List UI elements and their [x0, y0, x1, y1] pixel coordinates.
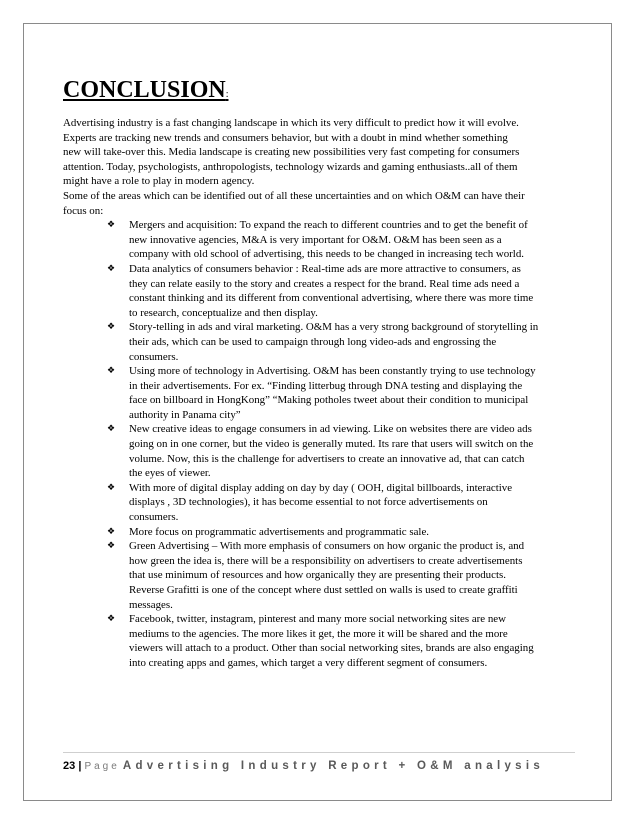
footer-divider	[63, 752, 575, 753]
bullet-line: Facebook, twitter, instagram, pinterest and many more social networking sites are new	[129, 613, 506, 626]
diamond-bullet-icon: ❖	[107, 322, 116, 333]
bullet-line: messages.	[129, 598, 173, 611]
page-word: Page	[84, 761, 120, 772]
bullet-line: new innovative agencies, M&A is very important for O&M. O&M has been seen as a	[129, 233, 502, 246]
bullet-list	[63, 218, 575, 670]
bullet-line: consumers.	[129, 511, 179, 524]
diamond-bullet-icon: ❖	[107, 366, 116, 377]
bullet-item	[105, 525, 575, 540]
diamond-bullet-icon: ❖	[107, 482, 116, 493]
diamond-bullet-icon: ❖	[107, 263, 116, 274]
bullet-line: consumers.	[129, 350, 179, 363]
bullet-line: More focus on programmatic advertisements and programmatic sale.	[129, 525, 429, 538]
bullet-line: volume. Now, this is the challenge for advertisers to create an innovative ad, that can catch	[129, 452, 525, 465]
bullet-line: Story-telling in ads and viral marketing. O&M has a very strong background of storytelling in	[129, 321, 539, 334]
bullet-line: going on in one corner, but the video is generally muted. Its rare that users will switch on the	[129, 438, 534, 451]
bullet-item	[105, 364, 575, 422]
bullet-line: Reverse Grafitti is one of the concept where dust settled on walls is used to create graffiti	[129, 584, 518, 596]
bullet-line: that use minimum of resources and how organically they are presenting their products.	[129, 569, 506, 582]
bullet-item	[105, 422, 575, 480]
bullet-line: displays , 3D technologies), it has become essential to not force advertisements on	[129, 496, 488, 509]
bullet-line: into creating apps and games, which target a very different segment of consumers.	[129, 656, 488, 669]
intro-line: Some of the areas which can be identified out of all these uncertainties and on which O&M can have their	[63, 189, 525, 202]
intro-line: Experts are tracking new trends and consumers behavior, but with a doubt in mind whether something	[63, 131, 508, 144]
bullet-line: Data analytics of consumers behavior : Real-time ads are more attractive to consumers, as	[129, 262, 521, 275]
bullet-line: viewers will attach to a product. Other than social networking sites, brands are also engaging	[129, 642, 534, 655]
bullet-line: the eyes of viewer.	[129, 467, 211, 480]
bullet-line: to research, conceptualize and then display.	[129, 306, 318, 319]
bullet-line: Using more of technology in Advertising. O&M has been constantly trying to use technology	[129, 365, 536, 378]
intro-line: might have a role to play in modern agency.	[63, 175, 255, 188]
title-colon: :	[225, 89, 229, 100]
footer-separator: |	[78, 760, 82, 772]
title-text: CONCLUSION	[63, 77, 226, 103]
bullet-line: authority in Panama city”	[129, 408, 241, 421]
bullet-line: Mergers and acquisition: To expand the reach to different countries and to get the benefit of	[129, 219, 528, 232]
intro-line: new will take-over this. Media landscape is creating new possibilities very fast competing for consumers	[63, 146, 520, 159]
intro-paragraph	[63, 116, 575, 218]
page-number: 23	[63, 760, 76, 772]
bullet-line: With more of digital display adding on day by day ( OOH, digital billboards, interactive	[129, 481, 513, 494]
bullet-line: how green the idea is, there will be a responsibility on advertisers to create advertisements	[129, 554, 523, 567]
bullet-item	[105, 262, 575, 320]
diamond-bullet-icon: ❖	[107, 541, 116, 552]
bullet-line: Green Advertising – With more emphasis of consumers on how organic the product is, and	[129, 540, 525, 553]
bullet-item	[105, 481, 575, 525]
diamond-bullet-icon: ❖	[107, 424, 116, 435]
bullet-line: their ads, which can be used to campaign through long video-ads and engrossing the	[129, 335, 497, 348]
bullet-line: constant thinking and its different from conventional advertising, where there was more time	[129, 292, 534, 305]
bullet-item	[105, 320, 575, 364]
bullet-item	[105, 218, 575, 262]
page-title	[63, 75, 575, 110]
page-footer	[63, 759, 544, 774]
footer-title: Advertising Industry Report + O&M analysis	[122, 760, 545, 772]
intro-line: Advertising industry is a fast changing landscape in which its very difficult to predict how it will evolve.	[63, 117, 519, 129]
bullet-line: they can relate easily to the story and creates a respect for the brand. Real time ads need a	[129, 277, 520, 290]
bullet-item	[105, 539, 575, 612]
intro-line: focus on:	[63, 204, 104, 217]
intro-line: attention. Today, psychologists, anthropologists, technology wizards and gaming enthusiasts..all of them	[63, 160, 518, 173]
diamond-bullet-icon: ❖	[107, 526, 116, 537]
bullet-line: New creative ideas to engage consumers in ad viewing. Like on websites there are video ads	[129, 423, 532, 436]
diamond-bullet-icon: ❖	[107, 220, 116, 231]
diamond-bullet-icon: ❖	[107, 614, 116, 625]
bullet-item	[105, 612, 575, 670]
bullet-line: in their advertisements. For ex. “Finding litterbug through DNA testing and displaying the	[129, 379, 523, 392]
document-body	[63, 75, 575, 671]
bullet-line: company with old school of advertising, this needs to be changed in increasing tech world.	[129, 248, 524, 261]
bullet-line: face on billboard in HongKong” “Making potholes tweet about their condition to municipal	[129, 394, 529, 407]
bullet-line: mediums to the agencies. The more likes it get, the more it will be shared and the more	[129, 627, 508, 640]
